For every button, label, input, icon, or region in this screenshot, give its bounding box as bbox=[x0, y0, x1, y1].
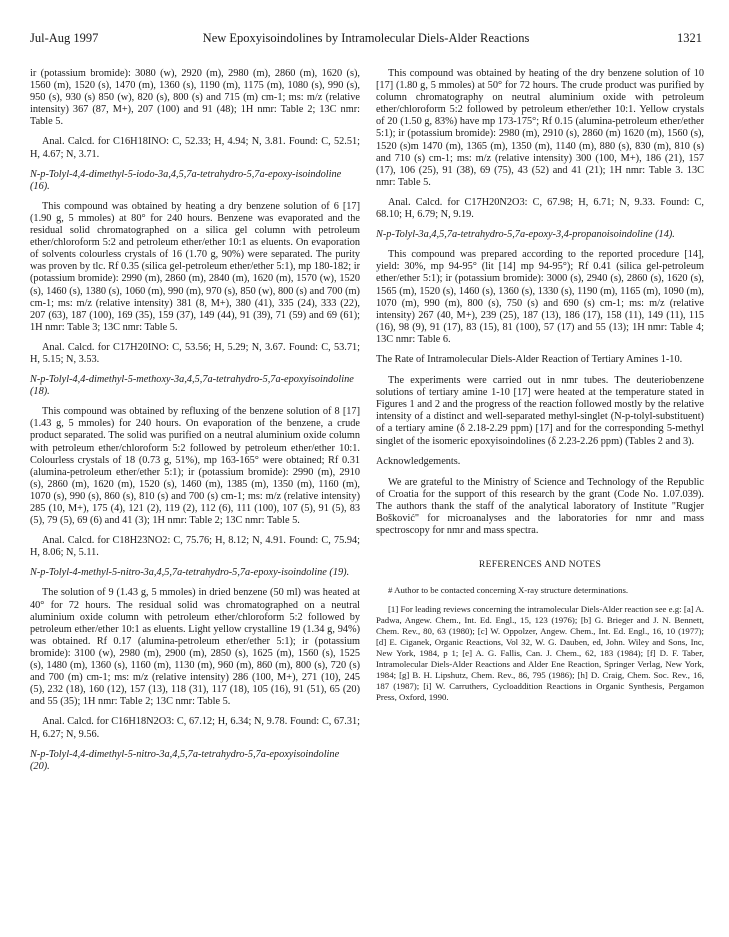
compound-heading-19: N-p-Tolyl-4-methyl-5-nitro-3a,4,5,7a-tetrahydro-5,7a-epoxy-isoindoline (19). bbox=[30, 567, 350, 579]
references-title: REFERENCES AND NOTES bbox=[478, 559, 602, 571]
reference-item: [1] For leading reviews concerning the intramolecular Diels-Alder reaction see e.g: [a] A. Padwa, Angew. Chem., Int. Ed. Engl., 15, 123 (1976); [b] G. Brieger and J. N. Bennett, Chem. Rev., 80, 63 (1980); [c] W. Oppolzer, Angew. Chem., Int. Ed. Engl., 16, 10 (1977); [d] E. Ciganek, Organic Reactions, Vol 32, W. G. Dauben, ed, John. Wiley and Sons, Inc, New York, 1984, p 1; [e] A. G. Fallis, Can. J. Chem., 62, 183 (1984); [f] D. F. Taber, Intramolecular Diels-Alder Reactions and Alder Ene Reaction, Springer Verlag, New York, 1984; [g] B. H. Lipshutz, Chem. Rev., 86, 795 (1986); [h] D. Craig, Chem. Soc. Rev., 16, 187 (1987); [i] W. Carruthers, Cycloaddition Reactions in Organic Synthesis, Pergamon Press, Oxford, 1990. bbox=[376, 604, 704, 703]
paragraph: This compound was prepared according to the reported procedure [14], yield: 30%, mp 94-95° (lit [14] mp 94-95°); Rf 0.41 (silica gel-petroleum ether/ether 5:1); ir (potassium bromide): 3000 (s), 2940 (s), 2860 (s), 1620 (s), 1565 (m), 1520 (s), 1460 (s), 1360 (s), 1330 (s), 1190 (m), 1165 (m), 1090 (m), 1070 (m), 990 (m), 800 (s), 750 (s) and 690 (s) cm-1; ms: m/z (relative intensity) 267 (40, M+), 239 (25), 187 (13), 186 (17), 158 (11), 149 (11), 115 (16), 98 (9), 91 (17), 83 (15), 81 (100), 57 (17) and 55 (13); 1H nmr: Table 4; 13C nmr: Table 6. bbox=[376, 249, 704, 345]
right-column bbox=[376, 68, 704, 711]
paragraph: We are grateful to the Ministry of Science and Technology of the Republic of Croatia for the support of this research by the grant (Code No. 1.07.039). The authors thank the staff of the analytical laboratory of Institute "Rugjer Bošković" for microanalyses and the laboratories for nmr and mass spectroscopy for nmr and mass spectra. bbox=[376, 476, 704, 537]
paragraph: Anal. Calcd. for C16H18INO: C, 52.33; H, 4.94; N, 3.81. Found: C, 52.51; H, 4.67; N, 3.71. bbox=[30, 136, 360, 160]
paragraph: This compound was obtained by heating a dry benzene solution of 6 [17] (1.90 g, 5 mmoles) at 80° for 240 hours. Benzene was evaporated and the residual solid chromatographed on a silica gel column with petroleum ether/chloroform 5:2 and petroleum ether/ether 10:1 as eluents. On evaporation of solvents colourless crystals of 16 (1.70 g, 90%) were separated. The purity was proven by tlc. Rf 0.35 (silica gel-petroleum ether/ether 5:1), mp 180-182; ir (potassium bromide): 2990 (m), 2860 (m), 2840 (m), 1620 (m), 1570 (w), 1520 (s), 1460 (s), 1380 (s), 1060 (m), 990 (m), 970 (s), 850 (w), 800 (s) and 700 (m) cm-1; ms: m/z (relative intensity) 381 (8, M+), 380 (41), 335 (24), 333 (22), 207 (63), 187 (100), 169 (35), 159 (37), 149 (44), 91 (39), 71 (59) and 69 (61); 1H nmr: Table 3; 13C nmr: Table 5. bbox=[30, 200, 360, 333]
paragraph: This compound was obtained by refluxing of the benzene solution of 8 [17] (1.43 g, 5 mmoles) for 240 hours. On evaporation of the benzene, a crude product separated. The solid was purified on a neutral aluminium oxide column with petroleum ether/chloroform 5:2 followed by petroleum ether/ether 10:1. Colourless crystals of 18 (0.73 g, 51%), mp 163-165° were obtained; Rf 0.31 (alumina-petroleum ether/ether 5:1); ir (potassium bromide): 2990 (m), 2910 (s), 2860 (m), 1620 (m), 1520 (s), 1460 (m), 1385 (m), 1350 (m), 1160 (m), 1070 (s), 990 (s), 860 (s), 810 (s) and 700 (s) cm-1; ms: m/z (relative intensity) 285 (10, M+), 175 (4), 121 (2), 119 (2), 112 (6), 111 (100), 107 (5), 91 (5), 83 (5), 79 (5), 69 (6) and 41 (3); 1H nmr: Table 2; 13C nmr: Table 5. bbox=[30, 406, 360, 527]
left-column bbox=[30, 68, 360, 781]
compound-heading-18: N-p-Tolyl-4,4-dimethyl-5-methoxy-3a,4,5,7a-tetrahydro-5,7a-epoxyisoindoline (18). bbox=[30, 374, 354, 398]
compound-heading-14: N-p-Tolyl-3a,4,5,7a-tetrahydro-5,7a-epoxy-3,4-propanoisoindoline (14). bbox=[376, 229, 675, 241]
paragraph: Anal. Calcd. for C16H18N2O3: C, 67.12; H, 6.34; N, 9.78. Found: C, 67.31; H, 6.27; N, 9.56. bbox=[30, 716, 360, 740]
paragraph: This compound was obtained by heating of the dry benzene solution of 10 [17] (1.80 g, 5 mmoles) at 50° for 72 hours. The crude product was purified by column chromatography on neutral aluminium oxide with petroleum ether/chloroform 5:2 followed by petroleum ether/ether 10:1. Yellow crystals of 20 (1.50 g, 83%) have mp 173-175°; Rf 0.15 (alumina-petroleum ether/ether 5:1); ir (potassium bromide): 2980 (m), 2910 (s), 2860 (m) 1620 (m), 1560 (s), 1520 (s)m 1470 (m), 1365 (m), 1350 (m), 1140 (m), 880 (s), 830 (m), 810 (s) and 710 (s) cm-1; ms: m/z (relative intensity) 300 (100, M+), 186 (21), 157 (17), 106 (25), 91 (38), 69 (75), 43 (52) and 41 (21); 1H nmr: Table 3. 13C nmr: Table 5. bbox=[376, 68, 704, 188]
paragraph: Anal. Calcd. for C17H20N2O3: C, 67.98; H, 6.71; N, 9.33. Found: C, 68.10; H, 6.79; N, 9.19. bbox=[376, 196, 704, 221]
paragraph: ir (potassium bromide): 3080 (w), 2920 (m), 2980 (m), 2860 (m), 1620 (s), 1560 (m), 1520 (s), 1470 (m), 1360 (s), 1190 (m), 1175 (m), 1080 (s), 990 (s), 950 (s), 930 (s) 850 (w), 820 (s), 800 (s) and 715 (m) cm-1; ms: m/z (relative intensity) 367 (87, M+), 207 (100) and 91 (48); 1H nmr: Table 2; 13C nmr: Table 5. bbox=[30, 68, 360, 128]
acknowledgements-heading: Acknowledgements. bbox=[376, 455, 461, 467]
running-header bbox=[30, 31, 702, 47]
paragraph: The solution of 9 (1.43 g, 5 mmoles) in dried benzene (50 ml) was heated at 40° for 72 hours. The residual solid was chromatographed on a neutral aluminium oxide column with petroleum ether/chloroform 5:2 followed by petroleum ether/ether 10:1 as eluents. Light yellow crystalline 19 (1.34 g, 94%) was obtained. Rf 0.17 (alumina-petroleum ether/ether 5:1); ir (potassium bromide): 3100 (w), 2980 (m), 2900 (m), 2850 (s), 1625 (m), 1560 (s), 1525 (s), 1480 (m), 1360 (s), 1160 (m), 1130 (m), 960 (m), 860 (m), 800 (s), 720 (s) and 700 (m) cm-1; ms: m/z (relative intensity) 286 (100, M+), 271 (10), 245 (5), 232 (18), 160 (12), 157 (13), 118 (31), 117 (18), 105 (16), 91 (51), 65 (20) and 55 (35); 1H nmr: Table 2; 13C nmr: Table 5. bbox=[30, 587, 360, 708]
paragraph: The experiments were carried out in nmr tubes. The deuteriobenzene solutions of tertiary amine 1-10 [17] were heated at the temperature stated in Figures 1 and 2 and the progress of the reaction followed mostly by the relative intensity of a distinct and well-separated methyl-singlet (N-p-tolyl-substituent) of a tertiary amine (δ 2.18-2.29 ppm) [17] and for the corresponding 5-methyl singlet of the isomeric epoxyisoindolines (δ 2.23-2.26 ppm) (Tables 2 and 3). bbox=[376, 375, 704, 447]
paragraph: Anal. Calcd. for C17H20INO: C, 53.56; H, 5.29; N, 3.67. Found: C, 53.71; H, 5.15; N, 3.53. bbox=[30, 341, 360, 365]
footnote: # Author to be contacted concerning X-ray structure determinations. bbox=[388, 585, 629, 596]
compound-heading-16: N-p-Tolyl-4,4-dimethyl-5-iodo-3a,4,5,7a-tetrahydro-5,7a-epoxy-isoindoline (16). bbox=[30, 168, 342, 192]
compound-heading-20: N-p-Tolyl-4,4-dimethyl-5-nitro-3a,4,5,7a-tetrahydro-5,7a-epoxyisoindoline (20). bbox=[30, 748, 340, 772]
running-title: New Epoxyisoindolines by Intramolecular Diels-Alder Reactions bbox=[202, 31, 530, 45]
section-heading: The Rate of Intramolecular Diels-Alder Reaction of Tertiary Amines 1-10. bbox=[376, 353, 683, 365]
page-number: 1321 bbox=[677, 31, 702, 45]
journal-issue-date: Jul-Aug 1997 bbox=[30, 31, 99, 45]
paragraph: Anal. Calcd. for C18H23NO2: C, 75.76; H, 8.12; N, 4.91. Found: C, 75.94; H, 8.06; N, 5.11. bbox=[30, 535, 360, 559]
